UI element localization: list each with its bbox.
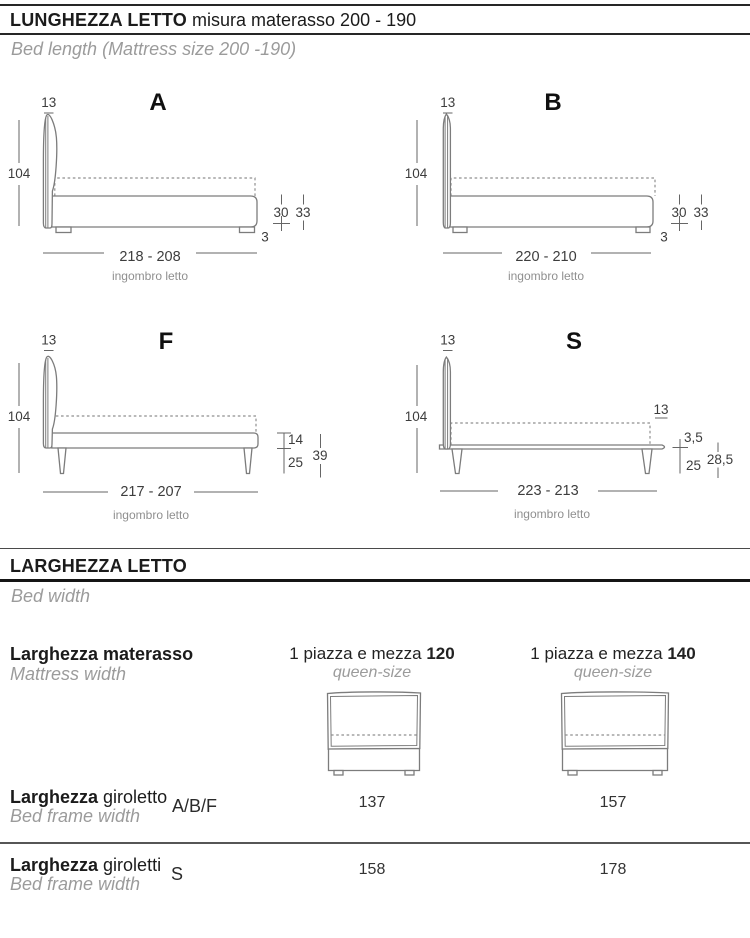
footprint-caption: ingombro letto — [507, 269, 585, 283]
dim-leg-height: 25 — [288, 455, 304, 470]
model-letter: S — [565, 330, 583, 355]
dim-frame-height: 30 — [273, 205, 289, 220]
bed-diagram-b — [380, 90, 720, 285]
dim-total-height: 39 — [312, 448, 328, 463]
headboard-shape — [562, 692, 669, 749]
mattress-col-1-header — [272, 644, 472, 664]
mattress-dashed-outline — [52, 178, 255, 196]
dim-length-range: 220 - 210 — [515, 249, 577, 265]
dim-length-range: 217 - 207 — [120, 484, 182, 500]
width-section-title — [10, 556, 187, 577]
width-section-top-rule — [0, 548, 750, 549]
width-title-bold: LARGHEZZA LETTO — [10, 556, 187, 576]
dim-total-height: 33 — [693, 205, 709, 220]
bed-diagram-f-svg — [0, 330, 340, 525]
mattress-col-1-text: 1 piazza e mezza — [289, 644, 422, 663]
model-letter: F — [158, 330, 174, 355]
foot-shape — [453, 227, 467, 233]
mattress-col-2-text: 1 piazza e mezza — [530, 644, 663, 663]
frame-width-abf-value-2: 157 — [599, 794, 627, 811]
foot-shape — [636, 227, 650, 233]
length-title-rule — [0, 33, 750, 35]
dim-frame-height: 30 — [671, 205, 687, 220]
dim-height: 104 — [404, 166, 428, 181]
dim-height: 104 — [7, 409, 31, 424]
bed-front-view-140 — [558, 689, 672, 777]
headboard-shape — [443, 357, 450, 449]
length-title-bold: LUNGHEZZA LETTO — [10, 10, 187, 30]
dim-length-range: 218 - 208 — [119, 249, 181, 265]
top-rule — [0, 4, 750, 6]
foot-shape — [56, 227, 71, 233]
dim-height: 104 — [7, 166, 31, 181]
foot-shape — [405, 771, 414, 776]
dim-frame-thickness: 14 — [288, 432, 304, 447]
frame-rows-divider — [0, 842, 750, 844]
frame-shape — [450, 196, 653, 227]
dim-length-range: 223 - 213 — [517, 483, 579, 499]
dim-headboard-depth: 13 — [440, 95, 456, 110]
footprint-caption: ingombro letto — [112, 508, 190, 522]
dim-headboard-depth: 13 — [41, 332, 57, 348]
base-shape — [563, 749, 668, 771]
bed-front-view-120-svg — [324, 689, 424, 777]
dim-total-height: 33 — [295, 205, 311, 220]
bed-diagram-s — [380, 330, 750, 525]
bed-diagram-f — [0, 330, 340, 525]
dim-total-height: 28,5 — [706, 452, 734, 467]
mattress-dashed-outline — [52, 416, 256, 433]
frame-shape — [440, 445, 665, 449]
mattress-col-1-name — [289, 644, 454, 663]
frame-width-s-value-2: 178 — [599, 861, 627, 878]
frame-shape — [52, 196, 257, 227]
leg-shape — [244, 448, 252, 474]
frame-width-s-value-1: 158 — [358, 861, 386, 878]
mattress-dashed-outline — [451, 423, 650, 445]
foot-shape — [334, 771, 343, 776]
foot-shape — [568, 771, 577, 776]
dim-frame-thickness: 3,5 — [684, 430, 703, 445]
base-shape — [329, 749, 420, 771]
headboard-shape — [443, 114, 450, 228]
mattress-col-2-name — [530, 644, 695, 663]
length-title-detail: misura materasso 200 - 190 — [192, 10, 417, 30]
footprint-caption: ingombro letto — [111, 269, 189, 283]
frame-width-s-label-it — [10, 855, 161, 876]
foot-shape — [240, 227, 255, 233]
frame-width-abf-label-it — [10, 787, 167, 808]
mattress-col-1-size: 120 — [426, 644, 455, 663]
leg-shape — [58, 448, 66, 474]
dim-foot-overhang: 3 — [261, 229, 269, 245]
footprint-caption: ingombro letto — [513, 507, 591, 521]
width-section-subtitle: Bed width — [11, 586, 91, 606]
dim-height: 104 — [404, 409, 428, 424]
dim-leg-height: 25 — [686, 458, 702, 473]
frame-width-abf-value-1: 137 — [358, 794, 386, 811]
frame-width-abf-label-normal: giroletto — [103, 787, 168, 807]
frame-width-abf-models: A/B/F — [172, 796, 218, 816]
dim-foot-overhang: 3 — [660, 229, 668, 245]
foot-shape — [653, 771, 662, 776]
mattress-dashed-outline — [451, 178, 655, 196]
mattress-width-label-it: Larghezza materasso — [10, 644, 194, 664]
length-section-title — [10, 10, 416, 31]
frame-width-s-label-bold: Larghezza — [10, 855, 99, 875]
dim-headboard-depth: 13 — [41, 95, 57, 110]
mattress-col-2-header — [513, 644, 713, 664]
frame-width-s-models: S — [171, 864, 184, 884]
model-letter: B — [544, 90, 562, 116]
leg-shape — [452, 449, 462, 474]
frame-width-s-label-normal: giroletti — [103, 855, 162, 875]
frame-width-abf-label-bold: Larghezza — [10, 787, 99, 807]
mattress-col-2-type: queen-size — [573, 664, 653, 681]
mattress-col-1-type: queen-size — [332, 664, 412, 681]
dim-headboard-depth: 13 — [440, 332, 456, 348]
width-title-rule — [0, 579, 750, 582]
bed-front-view-120 — [324, 689, 424, 777]
bed-front-view-140-svg — [558, 689, 672, 777]
mattress-col-2-size: 140 — [667, 644, 696, 663]
frame-shape — [52, 433, 258, 448]
bed-diagram-s-svg — [380, 330, 750, 525]
leg-shape — [642, 449, 652, 474]
headboard-shape — [328, 692, 421, 749]
frame-width-s-label-en: Bed frame width — [10, 874, 141, 894]
length-section-subtitle: Bed length (Mattress size 200 -190) — [11, 39, 297, 59]
bed-diagram-b-svg — [380, 90, 720, 285]
bed-diagram-a — [0, 90, 340, 285]
model-letter: A — [149, 90, 167, 116]
mattress-width-label-en: Mattress width — [10, 664, 127, 684]
bed-diagram-a-svg — [0, 90, 340, 285]
dim-mattress-overhang: 13 — [653, 402, 669, 417]
frame-width-abf-label-en: Bed frame width — [10, 806, 141, 826]
